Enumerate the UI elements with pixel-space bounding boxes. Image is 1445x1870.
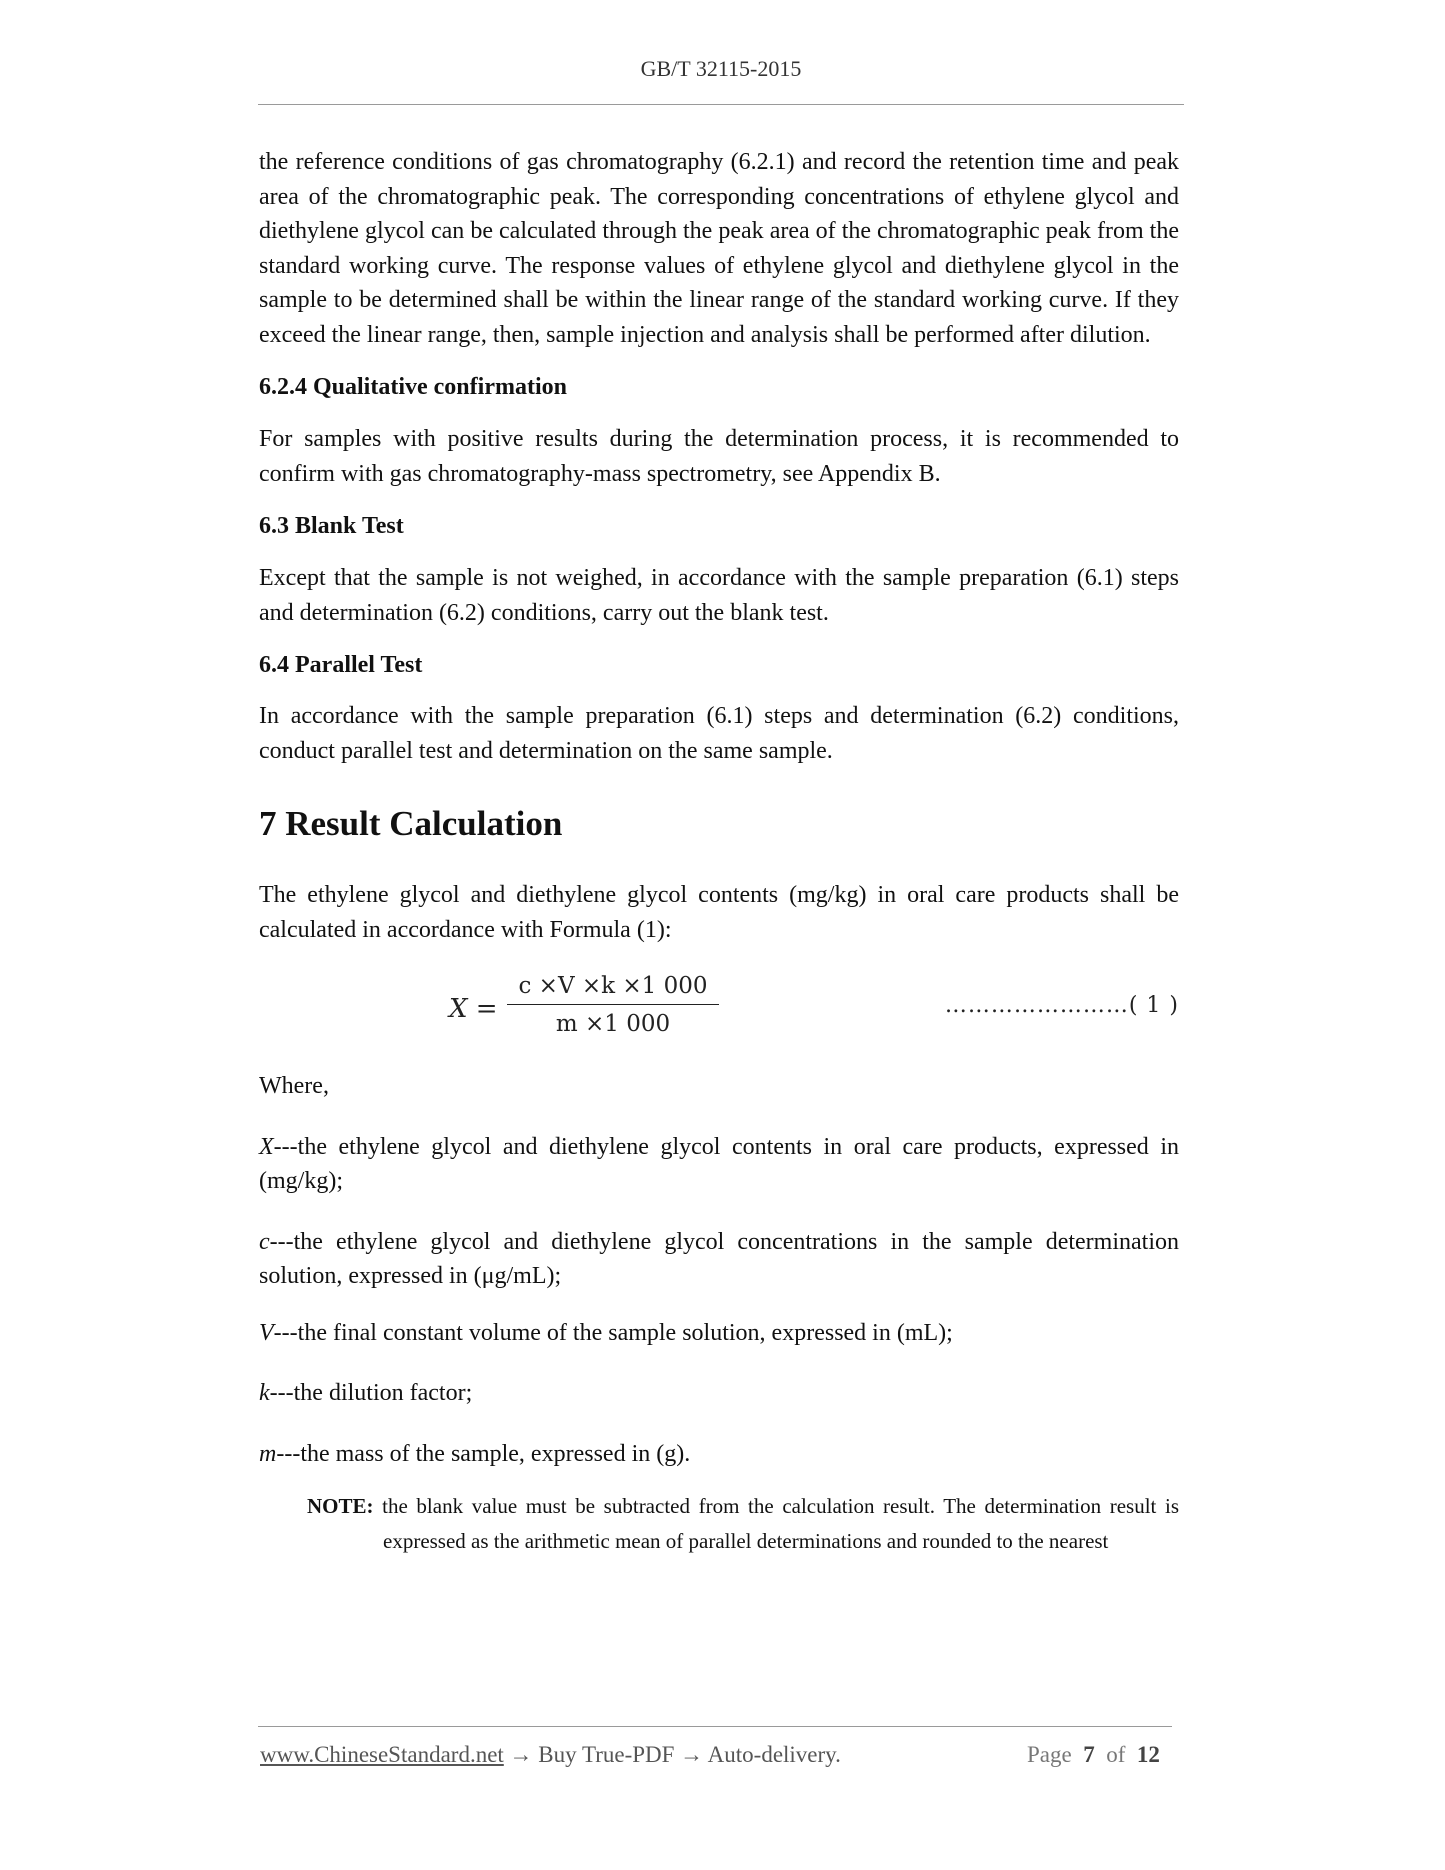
- heading-6-2-4: 6.2.4 Qualitative confirmation: [259, 374, 567, 400]
- definition-variable: X: [259, 1133, 274, 1160]
- definition-text: ---the ethylene glycol and diethylene glycol contents in oral care products, expressed in (mg/kg);: [259, 1133, 1179, 1194]
- formula-denominator: m ×1 000: [555, 1011, 671, 1037]
- definition-variable: k: [259, 1380, 270, 1406]
- footer-promo-text: → Buy True-PDF → Auto-delivery.: [503, 1742, 841, 1767]
- note-text: the blank value must be subtracted from the calculation result. The determination result is expressed as the arithmetic mean of parallel determinations and rounded to the nearest: [382, 1494, 1180, 1553]
- where-label: Where,: [259, 1073, 329, 1099]
- paragraph-parallel-test: In accordance with the sample preparation (6.1) steps and determination (6.2) conditions, conduct parallel test and determination on the same sample.: [259, 703, 1179, 764]
- footer-promo: [260, 1742, 841, 1768]
- header-divider: [258, 104, 1184, 105]
- heading-6-3: 6.3 Blank Test: [259, 513, 404, 539]
- formula-lhs-variable: X: [449, 994, 468, 1024]
- definition-variable: V: [259, 1319, 274, 1346]
- page-total: 12: [1136, 1742, 1160, 1767]
- formula-fraction: [507, 969, 719, 1041]
- definition-m: [259, 1437, 1179, 1472]
- formula-fraction-bar: [507, 1004, 719, 1005]
- definition-text: ---the dilution factor;: [269, 1380, 473, 1406]
- formula-lhs: [449, 994, 498, 1024]
- note-label: NOTE:: [307, 1494, 374, 1518]
- footer-site-link[interactable]: www.ChineseStandard.net: [260, 1742, 504, 1767]
- definition-variable: c: [259, 1228, 270, 1255]
- formula-number: ……………………( 1 ): [944, 993, 1179, 1018]
- definition-text: ---the mass of the sample, expressed in (g).: [276, 1440, 691, 1467]
- formula-1: [259, 969, 1179, 1049]
- definition-x: [259, 1130, 1179, 1199]
- definition-c: [259, 1225, 1179, 1294]
- definition-text: ---the final constant volume of the sample solution, expressed in (mL);: [273, 1319, 953, 1346]
- paragraph-reference-conditions: the reference conditions of gas chromatography (6.2.1) and record the retention time and peak area of the chromatographic peak. The corresponding concentrations of ethylene glycol and diethylene glycol can be calculated through the peak area of the chromatographic peak from the standard working curve. The response values of ethylene glycol and diethylene glycol in the sample to be determined shall be within the linear range of the standard working curve. If they exceed the linear range, then, sample injection and analysis shall be performed after dilution.: [259, 149, 1179, 348]
- heading-7-result-calculation: 7 Result Calculation: [259, 804, 563, 843]
- definition-v: [259, 1316, 1179, 1351]
- paragraph-result-calculation: The ethylene glycol and diethylene glycol contents (mg/kg) in oral care products shall be calculated in accordance with Formula (1):: [259, 882, 1179, 943]
- paragraph-blank-test: Except that the sample is not weighed, in accordance with the sample preparation (6.1) steps and determination (6.2) conditions, carry out the blank test.: [259, 565, 1179, 626]
- paragraph-qualitative-confirmation: For samples with positive results during the determination process, it is recommended to confirm with gas chromatography-mass spectrometry, see Appendix B.: [259, 426, 1179, 487]
- definition-text: ---the ethylene glycol and diethylene glycol concentrations in the sample determination solution, expressed in (μg/mL);: [259, 1228, 1179, 1289]
- formula-equals: =: [475, 994, 498, 1024]
- heading-6-4: 6.4 Parallel Test: [259, 652, 423, 678]
- running-header: GB/T 32115-2015: [640, 56, 802, 81]
- page-indicator: [1027, 1742, 1160, 1768]
- page-body: [259, 145, 1179, 1558]
- definition-variable: m: [259, 1440, 277, 1467]
- formula-numerator: c ×V ×k ×1 000: [518, 973, 708, 999]
- page-word: Page: [1027, 1742, 1072, 1767]
- note: [307, 1489, 1179, 1558]
- page-number: 7: [1083, 1742, 1095, 1767]
- footer-divider: [258, 1726, 1172, 1727]
- definition-k: [259, 1376, 1179, 1411]
- of-word: of: [1106, 1742, 1126, 1767]
